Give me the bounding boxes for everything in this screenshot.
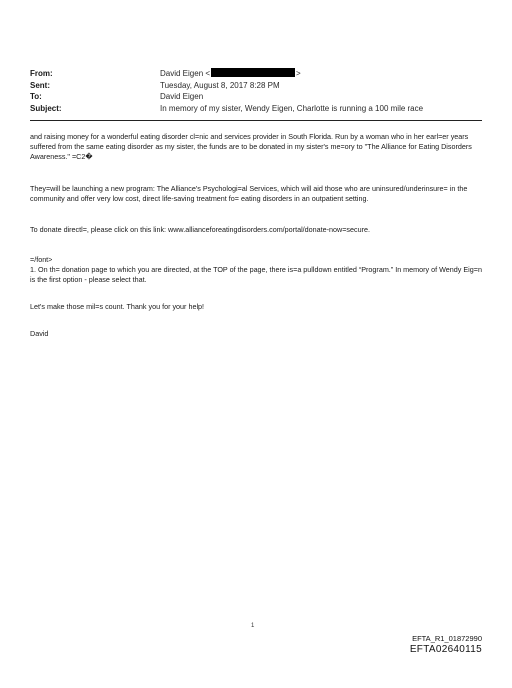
body-paragraph-1 (30, 132, 485, 162)
body-paragraph-2: They=will be launching a new program: The Alliance's Psychologi=al Services, which will aid those who are uninsured/underinsure= in the community and offer very low cost, direct life-saving treatment fo= eating disorders in an outpatient setting. (30, 184, 468, 203)
body-paragraph-1-text: and raising money for a wonderful eating disorder cl=nic and services provider in South Florida. Run by a woman who in her earl=er years suffered from the same eating disorder as my sister, the funds are to be donated in my sister's me=ory to "The Alliance for Eating Disorders Awareness." =C2 (30, 132, 472, 161)
header-divider (30, 120, 482, 121)
to-label: To: (30, 92, 42, 101)
subject-label: Subject: (30, 103, 62, 113)
body-signature: David (30, 329, 49, 338)
from-row (30, 68, 490, 80)
to-row (30, 91, 490, 103)
redaction-bar (211, 68, 295, 77)
sent-row (30, 80, 490, 92)
from-label: From: (30, 69, 53, 78)
bates-footer (410, 634, 482, 656)
replacement-glyph: � (85, 153, 93, 161)
body-paragraph-6: Let's make those mil=s count. Thank you for your help! (30, 302, 205, 311)
footer-line-1: EFTA_R1_01872990 (412, 634, 482, 643)
from-name: David Eigen < (160, 69, 211, 78)
body-paragraph-4: =/font> (30, 255, 53, 264)
email-body (30, 128, 485, 339)
from-suffix: > (296, 69, 301, 78)
subject-row (30, 103, 490, 115)
from-value (160, 68, 490, 80)
to-value: David Eigen (160, 92, 204, 101)
sent-label: Sent: (30, 80, 50, 90)
page-number: 1 (251, 623, 255, 629)
body-paragraph-5: 1. On th= donation page to which you are directed, at the TOP of the page, there is=a pulldown entitled “Program.” In memory of Wendy Eig=n is the first option - please select that. (30, 265, 482, 284)
subject-value: In memory of my sister, Wendy Eigen, Charlotte is running a 100 mile race (160, 103, 424, 113)
sent-value: Tuesday, August 8, 2017 8:28 PM (160, 80, 280, 90)
body-paragraph-3: To donate directl=, please click on this link: www.allianceforeatingdisorders.com/portal/donate-now=secure. (30, 225, 370, 234)
footer-line-2: EFTA02640115 (409, 644, 482, 655)
email-header (30, 68, 490, 114)
